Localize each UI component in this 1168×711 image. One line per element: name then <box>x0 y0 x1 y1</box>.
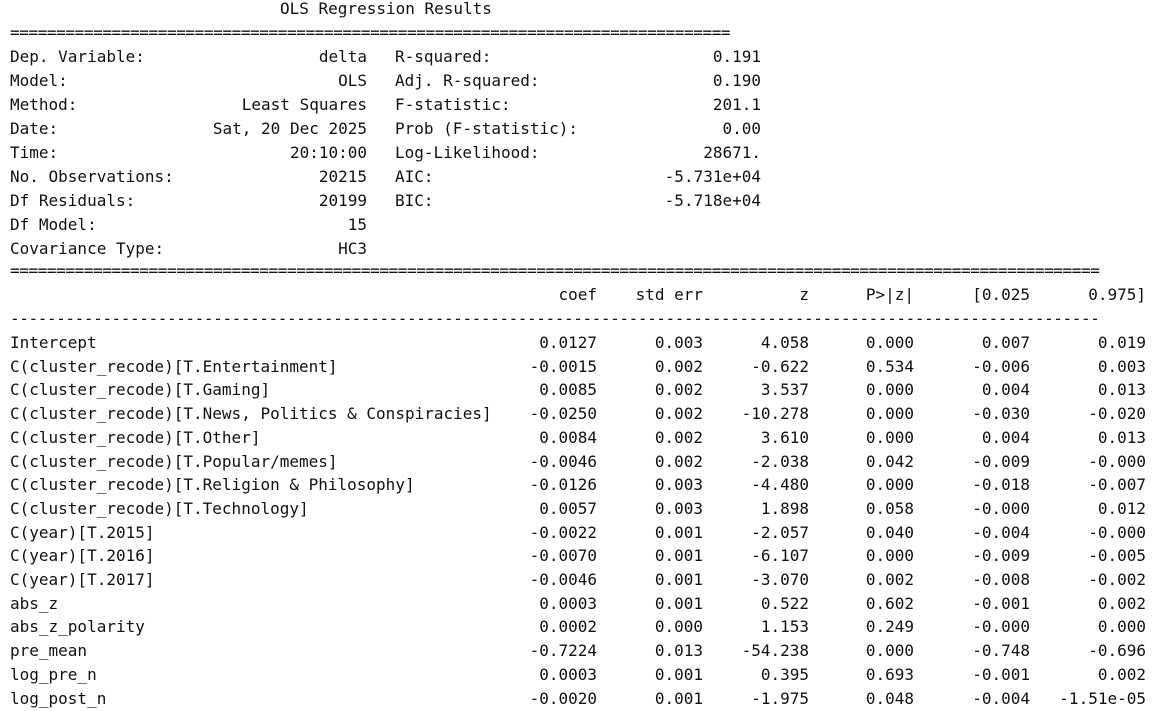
stat-label: R-squared: <box>395 47 492 66</box>
table-cell: 0.002 <box>654 451 703 471</box>
table-cell: -10.278 <box>741 404 809 424</box>
table-cell: 0.040 <box>865 522 914 542</box>
model-stats <box>0 45 780 261</box>
table-cell: -0.020 <box>1088 404 1146 424</box>
table-cell: 0.000 <box>654 617 703 637</box>
table-cell: 3.610 <box>760 427 809 447</box>
row-label: C(year)[T.2015] <box>10 522 155 542</box>
table-cell: 0.0002 <box>539 617 597 637</box>
summary-title: OLS Regression Results <box>280 0 492 18</box>
table-cell: -2.038 <box>751 451 809 471</box>
stat-label: Model: <box>10 71 68 90</box>
table-cell: -4.480 <box>751 475 809 495</box>
header-double-rule: ====================================================================================================================== <box>10 261 1100 280</box>
table-cell: 1.898 <box>760 498 809 518</box>
table-cell: -1.51e-05 <box>1059 688 1146 708</box>
stat-value: Least Squares <box>241 95 367 114</box>
table-cell: -0.006 <box>972 356 1030 376</box>
table-cell: 0.249 <box>865 617 914 637</box>
coef-table-header <box>0 283 1168 307</box>
table-cell: 0.012 <box>1097 498 1146 518</box>
stat-value: 201.1 <box>712 95 761 114</box>
table-cell: 0.602 <box>865 593 914 613</box>
table-cell: -0.004 <box>972 688 1030 708</box>
table-cell: -2.057 <box>751 522 809 542</box>
table-cell: 0.693 <box>865 664 914 684</box>
row-label: C(cluster_recode)[T.Technology] <box>10 498 309 518</box>
row-label: C(cluster_recode)[T.News, Politics & Conspiracies] <box>10 404 492 424</box>
table-cell: 0.001 <box>654 546 703 566</box>
stat-value: 28671. <box>703 143 761 162</box>
column-header: 0.975] <box>1088 285 1146 304</box>
table-cell: 0.003 <box>1097 356 1146 376</box>
header-single-rule: ---------------------------------------------------------------------------------------------------------------------- <box>10 309 1100 328</box>
table-cell: 0.0084 <box>539 427 597 447</box>
table-cell: 1.153 <box>760 617 809 637</box>
table-cell: 0.001 <box>654 664 703 684</box>
table-cell: 0.0003 <box>539 664 597 684</box>
stat-label: AIC: <box>395 167 434 186</box>
table-cell: -54.238 <box>741 641 809 661</box>
table-cell: 0.002 <box>865 570 914 589</box>
stat-label: BIC: <box>395 191 434 210</box>
stat-value: OLS <box>338 71 367 90</box>
table-cell: -0.007 <box>1088 475 1146 495</box>
table-cell: 0.003 <box>654 475 703 495</box>
table-cell: -1.975 <box>751 688 809 708</box>
table-cell: 0.001 <box>654 688 703 708</box>
table-cell: -0.001 <box>972 593 1030 613</box>
row-label: C(cluster_recode)[T.Entertainment] <box>10 356 338 376</box>
stat-value: -5.731e+04 <box>664 167 761 186</box>
table-cell: 0.013 <box>1097 380 1146 400</box>
stat-value: 20199 <box>318 191 367 210</box>
stat-value: 0.191 <box>712 47 761 66</box>
table-cell: 0.000 <box>865 333 914 352</box>
table-cell: 0.002 <box>1097 593 1146 613</box>
table-cell: 0.042 <box>865 451 914 471</box>
column-header: P>|z| <box>865 285 914 304</box>
table-cell: 0.001 <box>654 570 703 589</box>
table-cell: 0.000 <box>865 475 914 495</box>
table-cell: -0.696 <box>1088 641 1146 661</box>
table-cell: -0.001 <box>972 664 1030 684</box>
table-cell: -3.070 <box>751 570 809 589</box>
row-label: Intercept <box>10 333 97 352</box>
column-header: [0.025 <box>972 285 1030 304</box>
table-cell: 0.000 <box>1097 617 1146 637</box>
table-cell: 0.048 <box>865 688 914 708</box>
table-cell: 0.002 <box>654 380 703 400</box>
stat-label: Df Residuals: <box>10 191 136 210</box>
stat-value: 0.00 <box>722 119 761 138</box>
table-cell: 0.004 <box>981 427 1030 447</box>
table-cell: -0.0015 <box>529 356 597 376</box>
table-cell: 0.000 <box>865 404 914 424</box>
table-cell: -0.000 <box>1088 451 1146 471</box>
stat-value: HC3 <box>338 239 367 258</box>
table-cell: 0.395 <box>760 664 809 684</box>
table-cell: -0.009 <box>972 451 1030 471</box>
row-label: abs_z_polarity <box>10 617 145 637</box>
table-cell: -0.622 <box>751 356 809 376</box>
table-cell: -0.0046 <box>529 451 597 471</box>
table-cell: 0.0057 <box>539 498 597 518</box>
table-cell: -0.002 <box>1088 570 1146 589</box>
stat-value: delta <box>318 47 367 66</box>
table-cell: 0.001 <box>654 522 703 542</box>
table-cell: -0.0070 <box>529 546 597 566</box>
table-cell: 0.002 <box>1097 664 1146 684</box>
row-label: C(cluster_recode)[T.Religion & Philosophy] <box>10 475 415 495</box>
table-cell: 0.013 <box>654 641 703 661</box>
row-label: C(year)[T.2017] <box>10 570 155 589</box>
stat-label: Method: <box>10 95 78 114</box>
row-label: C(cluster_recode)[T.Other] <box>10 427 261 447</box>
table-cell: -0.748 <box>972 641 1030 661</box>
stat-value: -5.718e+04 <box>664 191 761 210</box>
stat-label: F-statistic: <box>395 95 511 114</box>
table-cell: 0.058 <box>865 498 914 518</box>
table-cell: -0.018 <box>972 475 1030 495</box>
table-cell: -0.009 <box>972 546 1030 566</box>
stat-label: Adj. R-squared: <box>395 71 540 90</box>
row-label: C(cluster_recode)[T.Popular/memes] <box>10 451 338 471</box>
stat-label: No. Observations: <box>10 167 174 186</box>
coef-table-body <box>0 331 1168 711</box>
table-cell: 0.019 <box>1097 333 1146 352</box>
stat-label: Time: <box>10 143 59 162</box>
table-cell: 0.0085 <box>539 380 597 400</box>
table-cell: 0.000 <box>865 641 914 661</box>
table-cell: 0.0003 <box>539 593 597 613</box>
table-cell: -0.0022 <box>529 522 597 542</box>
row-label: log_post_n <box>10 688 107 708</box>
table-cell: 0.000 <box>865 380 914 400</box>
table-cell: 0.002 <box>654 356 703 376</box>
table-cell: 4.058 <box>760 333 809 352</box>
table-cell: 0.000 <box>865 427 914 447</box>
stat-label: Covariance Type: <box>10 239 165 258</box>
table-cell: 0.000 <box>865 546 914 566</box>
top-double-rule: ============================================================================== <box>10 23 731 42</box>
table-cell: 0.007 <box>981 333 1030 352</box>
table-cell: -0.000 <box>1088 522 1146 542</box>
table-cell: -6.107 <box>751 546 809 566</box>
row-label: log_pre_n <box>10 664 97 684</box>
stat-label: Date: <box>10 119 59 138</box>
table-cell: -0.000 <box>972 617 1030 637</box>
table-cell: 0.001 <box>654 593 703 613</box>
table-cell: -0.008 <box>972 570 1030 589</box>
row-label: C(cluster_recode)[T.Gaming] <box>10 380 271 400</box>
table-cell: 0.013 <box>1097 427 1146 447</box>
stat-value: 0.190 <box>712 71 761 90</box>
column-header: std err <box>635 285 703 304</box>
table-cell: 0.522 <box>760 593 809 613</box>
table-cell: 0.0127 <box>539 333 597 352</box>
table-cell: -0.004 <box>972 522 1030 542</box>
table-cell: -0.0046 <box>529 570 597 589</box>
stat-value: Sat, 20 Dec 2025 <box>212 119 367 138</box>
table-cell: 0.002 <box>654 427 703 447</box>
stat-value: 20215 <box>318 167 367 186</box>
row-label: abs_z <box>10 593 59 613</box>
table-cell: 0.003 <box>654 498 703 518</box>
table-cell: 0.534 <box>865 356 914 376</box>
stat-value: 20:10:00 <box>289 143 367 162</box>
table-cell: -0.000 <box>972 498 1030 518</box>
table-cell: 0.003 <box>654 333 703 352</box>
table-cell: -0.030 <box>972 404 1030 424</box>
row-label: pre_mean <box>10 641 88 661</box>
column-header: coef <box>558 285 597 304</box>
stat-label: Log-Likelihood: <box>395 143 540 162</box>
table-cell: -0.005 <box>1088 546 1146 566</box>
table-cell: 0.004 <box>981 380 1030 400</box>
column-header: z <box>799 285 809 304</box>
stat-label: Prob (F-statistic): <box>395 119 579 138</box>
table-cell: -0.0250 <box>529 404 597 424</box>
stat-label: Dep. Variable: <box>10 47 145 66</box>
table-cell: -0.7224 <box>529 641 597 661</box>
stat-value: 15 <box>347 215 367 234</box>
table-cell: -0.0126 <box>529 475 597 495</box>
stat-label: Df Model: <box>10 215 97 234</box>
row-label: C(year)[T.2016] <box>10 546 155 566</box>
table-cell: 0.002 <box>654 404 703 424</box>
table-cell: -0.0020 <box>529 688 597 708</box>
table-cell: 3.537 <box>760 380 809 400</box>
